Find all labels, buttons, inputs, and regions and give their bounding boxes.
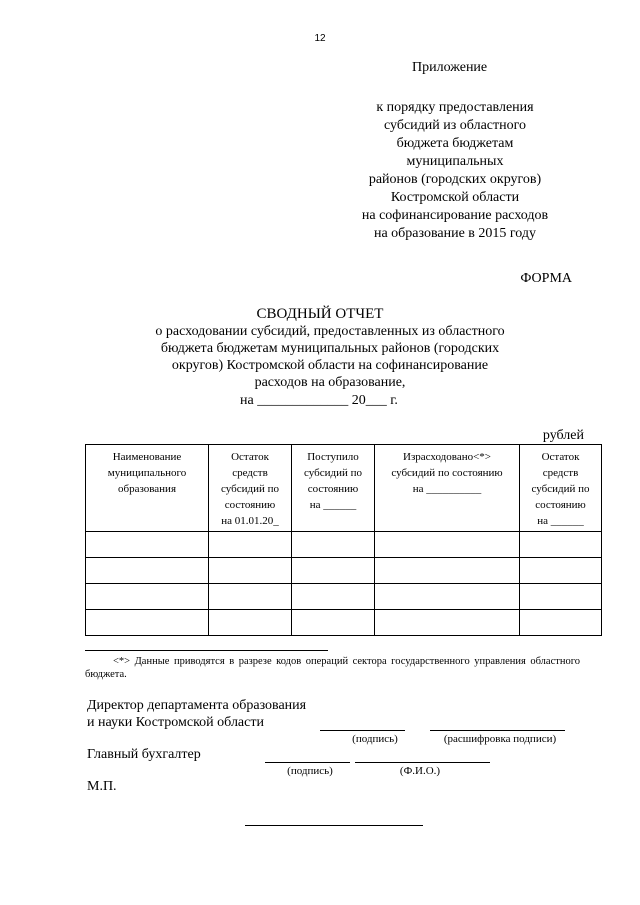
table-cell (209, 584, 292, 610)
stamp-place: М.П. (87, 779, 117, 794)
table-row (86, 532, 602, 558)
bottom-divider (245, 825, 423, 826)
accountant-title: Главный бухгалтер (87, 747, 201, 762)
accountant-fio-line (355, 762, 490, 763)
table-cell (520, 532, 602, 558)
report-subtitle-line: бюджета бюджетам муниципальных районов (городских (160, 341, 500, 356)
header-municipality: Наименование муниципального образования (86, 445, 209, 532)
header-closing-balance: Остаток средств субсидий по состоянию на ______ (520, 445, 602, 532)
table-cell (292, 584, 375, 610)
report-subtitle (130, 323, 530, 391)
appendix-line: районов (городских округов) (368, 172, 542, 187)
page-number: 12 (314, 33, 326, 44)
director-signature-caption: (подпись) (352, 733, 398, 745)
table-cell (375, 610, 520, 636)
header-received: Поступило субсидий по состоянию на ______ (292, 445, 375, 532)
table-cell (86, 584, 209, 610)
footnote-divider (85, 650, 328, 651)
form-label: ФОРМА (520, 271, 572, 286)
appendix-line: к порядку предоставления (376, 100, 534, 115)
appendix-line: бюджета бюджетам (396, 136, 514, 151)
table-cell (520, 584, 602, 610)
table-cell (209, 532, 292, 558)
table-cell (292, 610, 375, 636)
report-subtitle-line: расходов на образование, (254, 375, 406, 390)
table-cell (86, 558, 209, 584)
footnote: <*> Данные приводятся в разрезе кодов операций сектора государственного управления областного бюджета. (85, 656, 580, 680)
report-date-line: на _____________ 20___ г. (240, 393, 398, 408)
director-decode-caption: (расшифровка подписи) (443, 733, 557, 745)
report-table (85, 444, 602, 636)
appendix-title: Приложение (412, 60, 488, 75)
director-decode-line (430, 730, 565, 731)
appendix-line: субсидий из областного (384, 118, 526, 133)
appendix-line: на софинансирование расходов (361, 208, 549, 223)
table-cell (375, 558, 520, 584)
table-cell (375, 532, 520, 558)
table-cell (520, 558, 602, 584)
table-cell (292, 532, 375, 558)
appendix-text (350, 99, 560, 243)
report-subtitle-line: округов) Костромской области на софинансирование (171, 358, 489, 373)
table-cell (292, 558, 375, 584)
header-spent: Израсходовано<*> субсидий по состоянию на __________ (375, 445, 520, 532)
table-cell (209, 610, 292, 636)
accountant-fio-caption: (Ф.И.О.) (399, 765, 441, 777)
table-cell (375, 584, 520, 610)
appendix-line: муниципальных (406, 154, 504, 169)
table-row (86, 558, 602, 584)
table-row (86, 584, 602, 610)
appendix-line: на образование в 2015 году (373, 226, 537, 241)
accountant-signature-line (265, 762, 350, 763)
appendix-line: Костромской области (390, 190, 520, 205)
director-title-line1: Директор департамента образования (87, 698, 307, 713)
table-header-row (86, 445, 602, 532)
director-title-line2: и науки Костромской области (87, 715, 264, 730)
report-title: СВОДНЫЙ ОТЧЕТ (256, 306, 384, 322)
report-subtitle-line: о расходовании субсидий, предоставленных из областного (155, 324, 505, 339)
table-cell (86, 532, 209, 558)
table-cell (86, 610, 209, 636)
table-cell (209, 558, 292, 584)
header-opening-balance: Остаток средств субсидий по состоянию на 01.01.20_ (209, 445, 292, 532)
director-signature-line (320, 730, 405, 731)
table-cell (520, 610, 602, 636)
currency-unit: рублей (542, 428, 584, 443)
table-row (86, 610, 602, 636)
accountant-signature-caption: (подпись) (287, 765, 333, 777)
